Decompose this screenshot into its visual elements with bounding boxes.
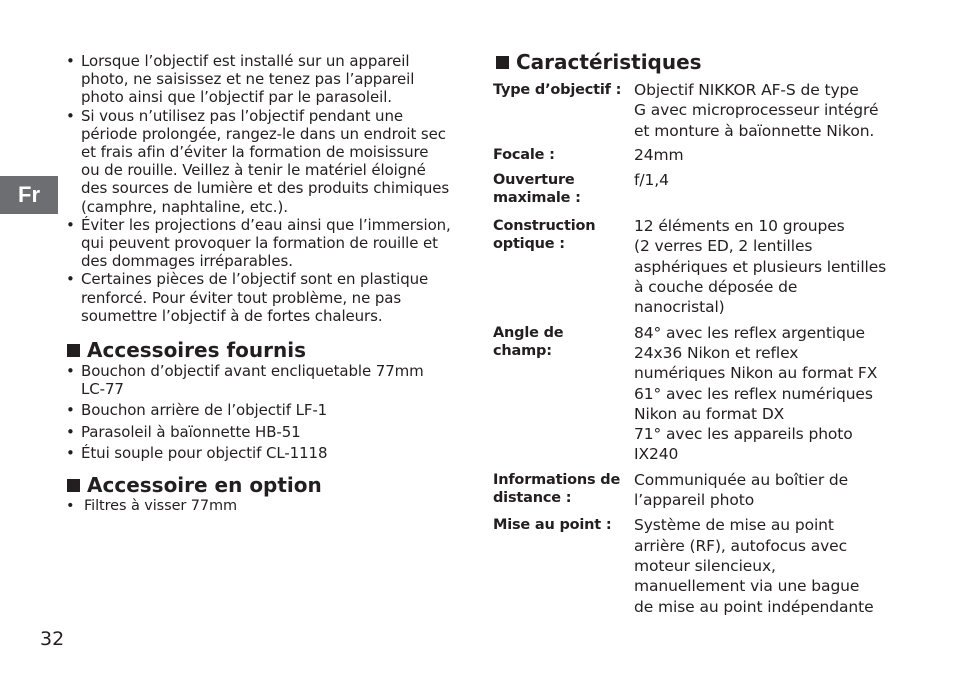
spec-row [493, 145, 893, 165]
bullet-dot-icon: • [66, 362, 75, 381]
bullet-dot-icon: • [66, 52, 75, 70]
bullet-dot-icon: • [66, 215, 75, 234]
bullet-line: des sources de lumière et des produits chimiques [81, 179, 450, 198]
bullet-line: LC-77 [81, 380, 124, 399]
bullet-line: qui peuvent provoquer la formation de rouille et [81, 234, 438, 253]
spec-value-line: 24mm [634, 145, 684, 164]
bullet-line: photo ainsi que l’objectif par le parasoleil. [81, 88, 392, 107]
spec-label-line: Type d’objectif : [493, 82, 622, 98]
spec-value-line: numériques Nikon au format FX [634, 364, 878, 383]
spec-label-line: Mise au point : [493, 517, 612, 534]
warning-list [64, 52, 464, 325]
square-bullet-icon [67, 344, 80, 357]
spec-value [634, 515, 893, 616]
spec-row [493, 170, 893, 207]
spec-value-line: moteur silencieux, [634, 556, 776, 575]
accessory-item [64, 444, 464, 462]
spec-label [493, 515, 634, 616]
spec-value-line: arrière (RF), autofocus avec [634, 536, 848, 555]
bullet-dot-icon: • [66, 498, 75, 515]
accessories-list [64, 362, 464, 462]
bullet-line: renforcé. Pour éviter tout problème, ne pas [81, 288, 402, 307]
spec-value [634, 470, 893, 511]
spec-value-line: G avec microprocesseur intégré [634, 101, 879, 120]
accessory-item [64, 362, 464, 398]
spec-row [493, 216, 893, 317]
spec-value-line: et monture à baïonnette Nikon. [634, 121, 875, 140]
bullet-dot-icon: • [66, 401, 75, 420]
specifications-table [493, 80, 893, 617]
bullet-line: Parasoleil à baïonnette HB-51 [81, 422, 301, 441]
spec-value [634, 323, 893, 465]
warning-item [64, 216, 464, 271]
spec-row [493, 515, 893, 616]
square-bullet-icon [67, 479, 80, 492]
bullet-line: des dommages irréparables. [81, 252, 293, 271]
specifications-title: Caractéristiques [516, 50, 702, 74]
spec-row [493, 470, 893, 511]
spec-label-line: maximale : [493, 190, 581, 207]
bullet-line: et frais afin d’éviter la formation de moisissure [81, 143, 429, 162]
spec-value-line: l’appareil photo [634, 491, 755, 510]
spec-value [634, 216, 893, 317]
bullet-dot-icon: • [66, 106, 75, 125]
spec-value-line: manuellement via une bague [634, 577, 860, 596]
spec-value-line: 61° avec les reflex numériques [634, 384, 873, 403]
bullet-dot-icon: • [66, 443, 75, 462]
warning-item [64, 270, 464, 325]
bullet-line: Bouchon arrière de l’objectif LF-1 [81, 401, 328, 420]
warning-item [64, 52, 464, 107]
page-number: 32 [40, 628, 65, 650]
accessory-item [64, 401, 464, 419]
spec-label-line: Focale : [493, 146, 555, 163]
spec-label-line: Angle de [493, 324, 564, 341]
spec-value-line: 71° avec les appareils photo [634, 425, 853, 444]
spec-row [493, 323, 893, 465]
bullet-line: photo, ne saisissez et ne tenez pas l’appareil [81, 70, 415, 89]
spec-label [493, 470, 634, 511]
spec-label-line: Construction [493, 218, 596, 235]
bullet-line: Éviter les projections d’eau ainsi que l’immersion, [81, 215, 451, 234]
bullet-line: Si vous n’utilisez pas l’objectif pendant une [81, 106, 403, 125]
left-column [64, 52, 464, 515]
bullet-line: ou de rouille. Veillez à tenir le matériel éloigné [81, 161, 426, 180]
bullet-line: Bouchon d’objectif avant encliquetable 77mm [81, 362, 424, 381]
optional-item [64, 497, 464, 515]
optional-heading [64, 473, 464, 497]
language-tab: Fr [0, 176, 58, 214]
spec-value-line: f/1,4 [634, 171, 669, 190]
spec-value [634, 80, 893, 141]
spec-value-line: Communiquée au boîtier de [634, 470, 849, 489]
spec-label [493, 216, 634, 317]
spec-value [634, 145, 893, 165]
spec-label-line: Informations de [493, 471, 621, 488]
spec-label [493, 80, 634, 141]
spec-label [493, 145, 634, 165]
bullet-line: Certaines pièces de l’objectif sont en plastique [81, 270, 429, 289]
spec-value-line: Système de mise au point [634, 516, 834, 535]
warning-item [64, 107, 464, 216]
spec-label-line: Ouverture [493, 172, 575, 189]
accessory-item [64, 423, 464, 441]
spec-label [493, 170, 634, 207]
square-bullet-icon [496, 56, 509, 69]
spec-value [634, 170, 893, 207]
bullet-line: Filtres à visser 77mm [84, 498, 238, 515]
spec-label-line: champ: [493, 342, 552, 359]
specifications-heading [493, 50, 893, 74]
spec-label-line: distance : [493, 489, 572, 506]
right-column [493, 50, 893, 617]
bullet-line: Lorsque l’objectif est installé sur un appareil [81, 52, 410, 70]
bullet-line: période prolongée, rangez-le dans un endroit sec [81, 124, 446, 143]
spec-value-line: à couche déposée de [634, 278, 798, 297]
spec-value-line: Nikon au format DX [634, 404, 785, 423]
accessories-heading [64, 338, 464, 362]
spec-row [493, 80, 893, 141]
spec-value-line: 84° avec les reflex argentique [634, 323, 865, 342]
bullet-line: soumettre l’objectif à de fortes chaleurs. [81, 306, 383, 325]
spec-value-line: de mise au point indépendante [634, 597, 874, 616]
spec-value-line: IX240 [634, 445, 679, 464]
spec-value-line: 12 éléments en 10 groupes [634, 217, 845, 236]
spec-value-line: nanocristal) [634, 298, 725, 317]
bullet-dot-icon: • [66, 422, 75, 441]
optional-list [64, 497, 464, 515]
optional-title: Accessoire en option [87, 473, 322, 498]
spec-value-line: asphériques et plusieurs lentilles [634, 257, 887, 276]
spec-value-line: Objectif NIKKOR AF-S de type [634, 81, 859, 99]
spec-label [493, 323, 634, 465]
accessories-title: Accessoires fournis [87, 338, 306, 363]
bullet-line: Étui souple pour objectif CL-1118 [81, 443, 328, 462]
bullet-dot-icon: • [66, 270, 75, 289]
spec-value-line: 24x36 Nikon et reflex [634, 343, 799, 362]
spec-label-line: optique : [493, 236, 565, 253]
bullet-line: (camphre, naphtaline, etc.). [81, 197, 288, 216]
spec-value-line: (2 verres ED, 2 lentilles [634, 237, 813, 256]
